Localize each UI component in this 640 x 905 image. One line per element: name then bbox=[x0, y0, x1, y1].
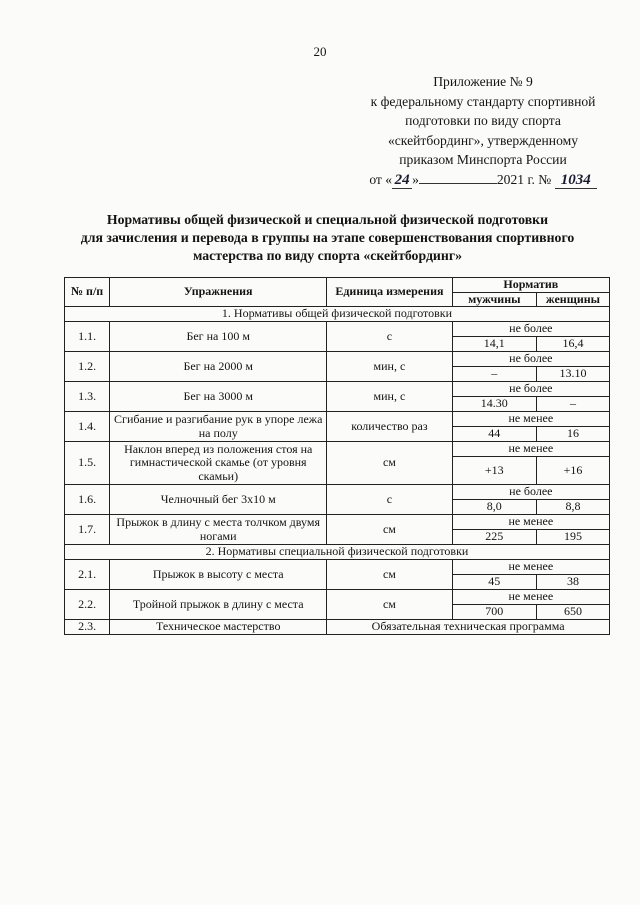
row-female-value: 13.10 bbox=[536, 367, 609, 382]
handwritten-month bbox=[419, 183, 497, 184]
row-female-value: 38 bbox=[536, 575, 609, 590]
row-unit: см bbox=[327, 515, 452, 545]
row-condition: не более bbox=[452, 485, 609, 500]
row-condition: не менее bbox=[452, 590, 609, 605]
row-unit: с bbox=[327, 322, 452, 352]
appendix-title: Приложение № 9 bbox=[433, 74, 533, 89]
row-unit: с bbox=[327, 485, 452, 515]
row-male-value: 44 bbox=[452, 427, 536, 442]
row-condition: не более bbox=[452, 352, 609, 367]
row-num: 1.1. bbox=[65, 322, 110, 352]
row-male-value: 8,0 bbox=[452, 500, 536, 515]
row-num: 1.4. bbox=[65, 412, 110, 442]
row-male-value: 225 bbox=[452, 530, 536, 545]
row-male-value: 45 bbox=[452, 575, 536, 590]
norms-table bbox=[64, 277, 610, 635]
header-num: № п/п bbox=[65, 278, 110, 307]
header-exercise: Упражнения bbox=[110, 278, 327, 307]
row-exercise: Сгибание и разгибание рук в упоре лежа на полу bbox=[110, 412, 327, 442]
document-title bbox=[40, 211, 615, 265]
row-unit: см bbox=[327, 442, 452, 485]
section-title-special: 2. Нормативы специальной физической подготовки bbox=[65, 545, 610, 560]
row-num: 1.6. bbox=[65, 485, 110, 515]
row-exercise: Тройной прыжок в длину с места bbox=[110, 590, 327, 620]
row-num: 2.2. bbox=[65, 590, 110, 620]
appendix-line-4: «скейтбординг», утвержденному bbox=[387, 132, 579, 148]
row-exercise: Бег на 3000 м bbox=[110, 382, 327, 412]
row-unit: количество раз bbox=[327, 412, 452, 442]
row-male-value: 14.30 bbox=[452, 397, 536, 412]
handwritten-order-number: 1034 bbox=[555, 173, 597, 189]
row-program-value: Обязательная техническая программа bbox=[327, 620, 610, 635]
appendix-line-3: подготовки по виду спорта bbox=[405, 113, 561, 129]
title-line-1: Нормативы общей физической и специальной физической подготовки bbox=[106, 212, 549, 227]
row-exercise: Челночный бег 3х10 м bbox=[110, 485, 327, 515]
appendix-block bbox=[355, 72, 611, 190]
row-exercise: Прыжок в высоту с места bbox=[110, 560, 327, 590]
row-female-value: 195 bbox=[536, 530, 609, 545]
row-male-value: 700 bbox=[452, 605, 536, 620]
appendix-line-5: приказом Минспорта России bbox=[399, 152, 567, 168]
row-unit: см bbox=[327, 560, 452, 590]
row-male-value: +13 bbox=[452, 457, 536, 485]
row-num: 1.2. bbox=[65, 352, 110, 382]
section-title-general: 1. Нормативы общей физической подготовки bbox=[65, 307, 610, 322]
row-male-value: 14,1 bbox=[452, 337, 536, 352]
row-condition: не менее bbox=[452, 442, 609, 457]
title-line-3: мастерства по виду спорта «скейтбординг» bbox=[192, 248, 462, 263]
row-female-value: +16 bbox=[536, 457, 609, 485]
date-mid: » bbox=[412, 171, 419, 187]
row-condition: не более bbox=[452, 382, 609, 397]
row-num: 1.7. bbox=[65, 515, 110, 545]
row-exercise: Бег на 2000 м bbox=[110, 352, 327, 382]
header-unit: Единица измерения bbox=[327, 278, 452, 307]
row-female-value: 650 bbox=[536, 605, 609, 620]
row-exercise: Техническое мастерство bbox=[110, 620, 327, 635]
row-female-value: 8,8 bbox=[536, 500, 609, 515]
appendix-line-2: к федеральному стандарту спортивной bbox=[370, 93, 596, 109]
row-condition: не более bbox=[452, 322, 609, 337]
row-unit: см bbox=[327, 590, 452, 620]
row-unit: мин, с bbox=[327, 352, 452, 382]
row-condition: не менее bbox=[452, 412, 609, 427]
row-exercise: Прыжок в длину с места толчком двумя ногами bbox=[110, 515, 327, 545]
row-female-value: 16 bbox=[536, 427, 609, 442]
row-exercise: Наклон вперед из положения стоя на гимнастической скамье (от уровня скамьи) bbox=[110, 442, 327, 485]
row-unit: мин, с bbox=[327, 382, 452, 412]
row-female-value: – bbox=[536, 397, 609, 412]
appendix-date-line bbox=[355, 170, 611, 190]
header-norm: Норматив bbox=[452, 278, 609, 293]
date-prefix: от « bbox=[369, 171, 393, 187]
row-female-value: 16,4 bbox=[536, 337, 609, 352]
row-num: 2.1. bbox=[65, 560, 110, 590]
page-number: 20 bbox=[313, 44, 327, 59]
date-year: 2021 г. № bbox=[496, 171, 552, 187]
handwritten-day: 24 bbox=[392, 173, 412, 189]
row-male-value: – bbox=[452, 367, 536, 382]
row-condition: не менее bbox=[452, 515, 609, 530]
row-condition: не менее bbox=[452, 560, 609, 575]
header-male: мужчины bbox=[452, 292, 536, 307]
row-num: 2.3. bbox=[65, 620, 110, 635]
row-exercise: Бег на 100 м bbox=[110, 322, 327, 352]
row-num: 1.5. bbox=[65, 442, 110, 485]
header-female: женщины bbox=[536, 292, 609, 307]
title-line-2: для зачисления и перевода в группы на этапе совершенствования спортивного bbox=[80, 230, 575, 245]
row-num: 1.3. bbox=[65, 382, 110, 412]
